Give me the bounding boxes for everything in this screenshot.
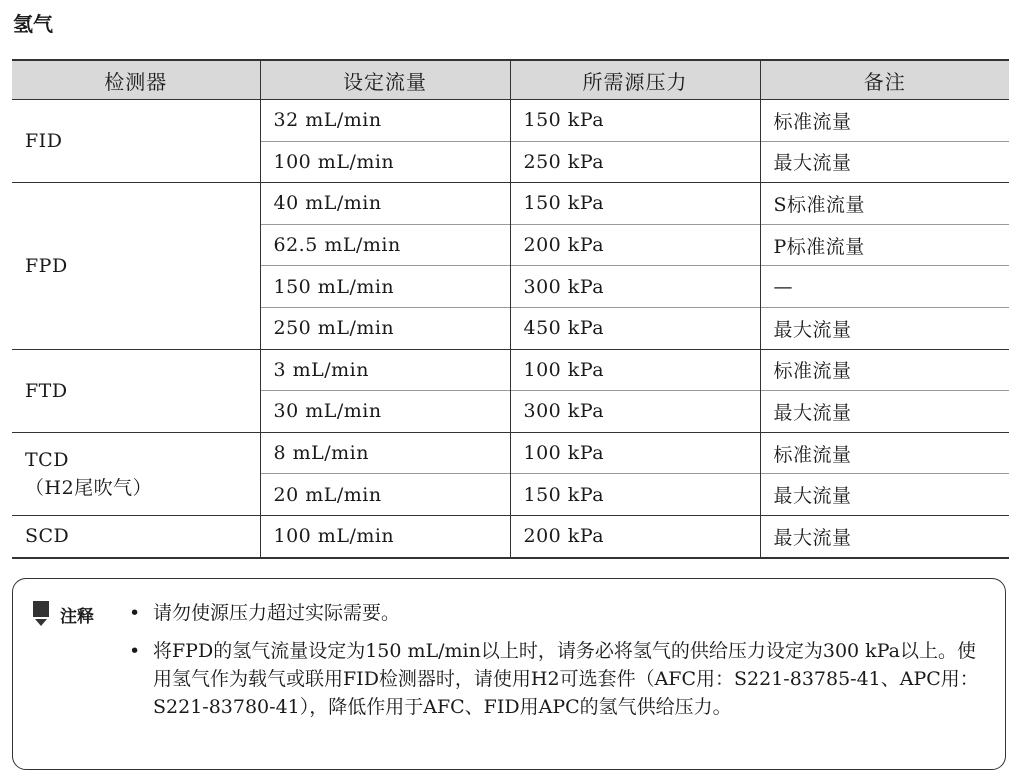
detector-name: FPD [25, 254, 68, 277]
flow-cell: 30 mL/min [260, 391, 510, 433]
bullet-icon: • [129, 640, 141, 662]
remark-cell: 最大流量 [760, 391, 1009, 433]
table-header [12, 60, 1009, 100]
flow-cell: 100 mL/min [260, 141, 510, 183]
remark-cell: 标准流量 [760, 100, 1009, 142]
table-row [12, 183, 1009, 225]
note-item [129, 637, 989, 721]
note-text: 将FPD的氢气流量设定为150 mL/min以上时，请务必将氢气的供给压力设定为300 kPa以上。使用氢气作为载气或联用FID检测器时，请使用H2可选套件（AFC用：S221-83785-41、APC用：S221-83780-41），降低作用于AFC、FID用APC的氢气供给压力。 [153, 640, 979, 718]
bullet-icon: • [129, 602, 141, 624]
flow-cell: 250 mL/min [260, 307, 510, 349]
table-body [12, 100, 1009, 558]
flow-cell: 32 mL/min [260, 100, 510, 142]
header-detector: 检测器 [12, 60, 260, 100]
detector-name: SCD [25, 525, 70, 548]
detector-cell [12, 515, 260, 557]
detector-cell [12, 100, 260, 183]
flow-cell: 150 mL/min [260, 266, 510, 308]
pressure-cell: 450 kPa [510, 307, 760, 349]
remark-cell: — [760, 266, 1009, 308]
flow-cell: 100 mL/min [260, 515, 510, 557]
section-title: 氢气 [13, 12, 53, 36]
pressure-cell: 300 kPa [510, 266, 760, 308]
detector-cell [12, 432, 260, 515]
flow-cell: 3 mL/min [260, 349, 510, 391]
table-row [12, 432, 1009, 474]
table-header-row [12, 60, 1009, 100]
pressure-cell: 300 kPa [510, 391, 760, 433]
remark-cell: 最大流量 [760, 307, 1009, 349]
remark-cell: 标准流量 [760, 432, 1009, 474]
flow-cell: 62.5 mL/min [260, 224, 510, 266]
flow-cell: 8 mL/min [260, 432, 510, 474]
pressure-cell: 150 kPa [510, 183, 760, 225]
detector-cell [12, 183, 260, 349]
note-label: 注释 [60, 607, 94, 627]
header-remark: 备注 [760, 60, 1009, 100]
pressure-cell: 150 kPa [510, 474, 760, 516]
header-pressure: 所需源压力 [510, 60, 760, 100]
flow-cell: 20 mL/min [260, 474, 510, 516]
detector-subnote: （H2尾吹气） [25, 476, 153, 499]
remark-cell: P标准流量 [760, 224, 1009, 266]
remark-cell: 最大流量 [760, 515, 1009, 557]
remark-cell: 最大流量 [760, 141, 1009, 183]
note-list [129, 599, 989, 731]
pressure-cell: 200 kPa [510, 224, 760, 266]
note-box [12, 578, 1006, 770]
pressure-cell: 100 kPa [510, 432, 760, 474]
table-row [12, 100, 1009, 142]
detector-name: FTD [25, 379, 68, 402]
hydrogen-spec-table [12, 59, 1009, 559]
remark-cell: 标准流量 [760, 349, 1009, 391]
note-marker-icon [33, 601, 49, 627]
remark-cell: 最大流量 [760, 474, 1009, 516]
table-row [12, 515, 1009, 557]
detector-name: TCD [25, 448, 69, 471]
pressure-cell: 150 kPa [510, 100, 760, 142]
detector-name: FID [25, 130, 63, 153]
remark-cell: S标准流量 [760, 183, 1009, 225]
header-flow: 设定流量 [260, 60, 510, 100]
pressure-cell: 100 kPa [510, 349, 760, 391]
note-text: 请勿使源压力超过实际需要。 [153, 602, 401, 624]
note-item [129, 599, 989, 627]
pressure-cell: 250 kPa [510, 141, 760, 183]
table-row [12, 349, 1009, 391]
detector-cell [12, 349, 260, 432]
pressure-cell: 200 kPa [510, 515, 760, 557]
flow-cell: 40 mL/min [260, 183, 510, 225]
